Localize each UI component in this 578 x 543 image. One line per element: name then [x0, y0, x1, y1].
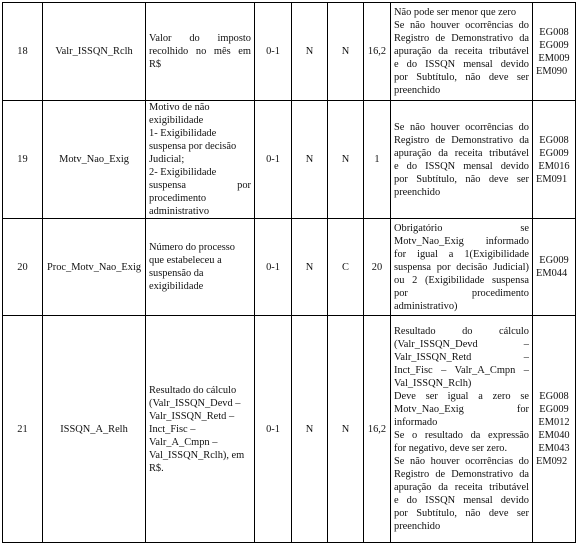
validation-rules-line: Obrigatório se — [394, 222, 529, 234]
validation-rules-line: Deve ser igual a zero se — [394, 391, 529, 402]
error-codes-line: EM012 — [538, 417, 570, 428]
validation-rules — [391, 219, 533, 316]
data-type: N — [328, 316, 364, 543]
validation-rules-line: apuração da receita tributável — [394, 482, 529, 493]
validation-rules-line: por Subtítulo, não deve ser — [394, 508, 529, 519]
field-size: 1 — [364, 101, 391, 219]
row-number: 18 — [3, 3, 43, 101]
error-codes-line: EG009 — [539, 404, 569, 415]
error-codes — [533, 3, 576, 101]
field-name: Proc_Motv_Nao_Exig — [43, 219, 146, 316]
validation-rules-line: e do ISSQN mensal devido — [394, 495, 529, 506]
row-number: 19 — [3, 101, 43, 219]
validation-rules-line: informado — [394, 417, 438, 428]
table-row — [3, 219, 576, 316]
occurrence: 0-1 — [255, 316, 292, 543]
validation-rules-line: Registro de Demonstrativo da — [394, 134, 529, 146]
field-description-line: Resultado do cálculo — [149, 384, 237, 396]
field-description-line: Val_ISSQN_Rclh), em — [149, 449, 245, 461]
field-name: Valr_ISSQN_Rclh — [43, 3, 146, 101]
validation-rules-line: por Subtítulo, não deve ser — [394, 72, 529, 83]
field-description-line: Judicial; — [149, 154, 185, 165]
validation-rules-line: Val_ISSQN_Rclh) — [394, 378, 472, 389]
data-type: N — [328, 101, 364, 219]
field-description-line: suspensa por decisão — [149, 141, 237, 152]
validation-rules-line: Motv_Nao_Exig informado — [394, 235, 529, 247]
field-name: ISSQN_A_Relh — [43, 316, 146, 543]
validation-rules-line: Se não houver ocorrências do — [394, 456, 529, 467]
table-row — [3, 316, 576, 543]
error-codes-line: EM040 — [538, 430, 570, 441]
validation-rules-line: Valr_ISSQN_Retd – — [394, 352, 529, 363]
field-description-line: Número do processo — [149, 242, 235, 253]
validation-rules-line: preenchido — [394, 186, 441, 198]
field-description-line: Valor do imposto — [149, 33, 251, 44]
validation-rules-line: for igual a 1(Exigibilidade — [394, 248, 529, 260]
error-codes-line: EM092 — [536, 456, 568, 467]
row-number: 21 — [3, 316, 43, 543]
error-codes-line: EG008 — [539, 26, 569, 38]
validation-rules-line: e do ISSQN mensal devido — [394, 59, 529, 70]
validation-rules-line: e do ISSQN mensal devido — [394, 160, 529, 172]
field-description-line: administrativo — [149, 206, 210, 217]
row-number: 20 — [3, 219, 43, 316]
error-codes-line: EG009 — [539, 255, 569, 266]
field-description — [146, 219, 255, 316]
field-description-line: procedimento — [149, 193, 207, 204]
field-name: Motv_Nao_Exig — [43, 101, 146, 219]
required-flag: N — [292, 101, 328, 219]
field-size: 16,2 — [364, 316, 391, 543]
validation-rules — [391, 101, 533, 219]
field-description — [146, 316, 255, 543]
occurrence: 0-1 — [255, 3, 292, 101]
field-size: 20 — [364, 219, 391, 316]
error-codes-line: EM043 — [538, 443, 570, 454]
validation-rules-line: (Valr_ISSQN_Devd – — [394, 339, 529, 350]
error-codes-line: EM009 — [538, 52, 570, 64]
error-codes-line: EG009 — [539, 39, 569, 51]
validation-rules-line: Não pode ser menor que zero — [394, 7, 517, 18]
error-codes-line: EG008 — [539, 134, 569, 146]
field-size: 16,2 — [364, 3, 391, 101]
error-codes-line: EG008 — [539, 391, 569, 402]
field-description-line: exigibilidade — [149, 115, 204, 126]
validation-rules-line: Se não houver ocorrências do — [394, 121, 529, 133]
error-codes — [533, 316, 576, 543]
error-codes-line: EG009 — [539, 147, 569, 159]
field-description-line: R$. — [149, 462, 164, 474]
occurrence: 0-1 — [255, 101, 292, 219]
data-type: N — [328, 3, 364, 101]
table-row — [3, 101, 576, 219]
error-codes — [533, 101, 576, 219]
field-description-line: suspensa por — [149, 180, 251, 191]
error-codes-line: EM091 — [536, 173, 568, 185]
field-description-line: (Valr_ISSQN_Devd – — [149, 397, 241, 409]
field-description-line: Motivo de não — [149, 102, 210, 113]
validation-rules-line: por Subtítulo, não deve ser — [394, 173, 529, 185]
field-spec-table — [2, 2, 576, 543]
table-row — [3, 3, 576, 101]
field-description-line: suspensão da — [149, 268, 204, 279]
field-description — [146, 3, 255, 101]
field-description-line: 1- Exigibilidade — [149, 128, 217, 139]
validation-rules-line: for negativo, deve ser zero. — [394, 443, 508, 454]
field-description — [146, 101, 255, 219]
field-description-line: exigibilidade — [149, 281, 204, 292]
required-flag: N — [292, 3, 328, 101]
field-description-line: Inct_Fisc – — [149, 423, 196, 435]
error-codes-line: EM044 — [536, 268, 568, 279]
validation-rules-line: Se não houver ocorrências do — [394, 20, 529, 31]
validation-rules-line: ou 2 (Exigibilidade suspensa — [394, 274, 529, 286]
data-type: C — [328, 219, 364, 316]
validation-rules-line: preenchido — [394, 85, 441, 96]
validation-rules-line: Registro de Demonstrativo da — [394, 469, 529, 480]
error-codes — [533, 219, 576, 316]
validation-rules-line: preenchido — [394, 521, 441, 532]
validation-rules-line: por procedimento — [394, 287, 529, 299]
field-description-line: R$ — [149, 59, 162, 70]
field-description-line: Valr_ISSQN_Retd – — [149, 410, 235, 422]
field-description-line: recolhido no mês em — [149, 46, 251, 57]
validation-rules — [391, 3, 533, 101]
field-description-line: 2- Exigibilidade — [149, 167, 217, 178]
validation-rules-line: suspensa por decisão Judicial) — [394, 261, 529, 273]
field-description-line: que estabeleceu a — [149, 255, 222, 266]
validation-rules-line: Resultado do cálculo — [394, 326, 529, 337]
validation-rules-line: administrativo) — [394, 300, 458, 312]
validation-rules-line: apuração da receita tributável — [394, 147, 529, 159]
validation-rules-line: Registro de Demonstrativo da — [394, 33, 529, 44]
validation-rules-line: Inct_Fisc – Valr_A_Cmpn – — [394, 365, 529, 376]
validation-rules — [391, 316, 533, 543]
required-flag: N — [292, 316, 328, 543]
validation-rules-line: Se o resultado da expressão — [394, 430, 529, 441]
field-description-line: Valr_A_Cmpn – — [149, 436, 218, 448]
error-codes-line: EM016 — [538, 160, 570, 172]
validation-rules-line: apuração da receita tributável — [394, 46, 529, 57]
error-codes-line: EM090 — [536, 65, 568, 77]
required-flag: N — [292, 219, 328, 316]
validation-rules-line: Motv_Nao_Exig for — [394, 404, 529, 415]
occurrence: 0-1 — [255, 219, 292, 316]
